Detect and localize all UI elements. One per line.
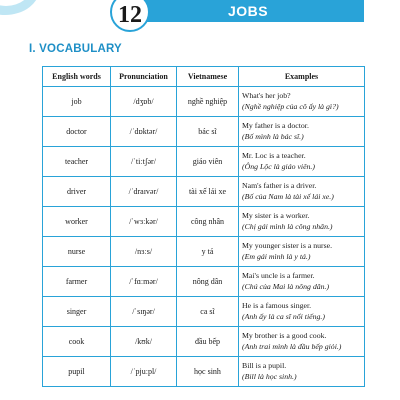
- table-row: [43, 267, 365, 297]
- cell-example: [239, 147, 365, 177]
- example-vietnamese: (Bill là học sinh.): [242, 371, 297, 381]
- example-english: My younger sister is a nurse.: [242, 241, 333, 250]
- unit-number-badge: 12: [110, 0, 150, 32]
- cell-pronunciation: /ˈdraɪvər/: [111, 177, 177, 207]
- header-examples: Examples: [239, 67, 365, 87]
- cell-english-word: teacher: [43, 147, 111, 177]
- cell-pronunciation: /ˈtiːtʃər/: [111, 147, 177, 177]
- cell-vietnamese: y tá: [177, 237, 239, 267]
- example-vietnamese: (Nghề nghiệp của cô ấy là gì?): [242, 101, 339, 111]
- cell-example: [239, 87, 365, 117]
- cell-pronunciation: /ˈsɪŋər/: [111, 297, 177, 327]
- cell-pronunciation: /ˈfɑːmər/: [111, 267, 177, 297]
- cell-vietnamese: công nhân: [177, 207, 239, 237]
- cell-english-word: pupil: [43, 357, 111, 387]
- cell-pronunciation: /ˈpjuːpl/: [111, 357, 177, 387]
- example-english: He is a famous singer.: [242, 301, 312, 310]
- table-row: [43, 207, 365, 237]
- cell-example: [239, 267, 365, 297]
- cell-example: [239, 177, 365, 207]
- cell-example: [239, 327, 365, 357]
- table-row: [43, 117, 365, 147]
- example-english: Mai's uncle is a farmer.: [242, 271, 315, 280]
- example-vietnamese: (Anh ấy là ca sĩ nổi tiếng.): [242, 311, 325, 321]
- example-english: Bill is a pupil.: [242, 361, 287, 370]
- cell-pronunciation: /nɜːs/: [111, 237, 177, 267]
- example-vietnamese: (Chú của Mai là nông dân.): [242, 281, 330, 291]
- example-english: Nam's father is a driver.: [242, 181, 317, 190]
- cell-pronunciation: /dʒɒb/: [111, 87, 177, 117]
- section-heading: I. VOCABULARY: [29, 43, 122, 55]
- table-row: [43, 147, 365, 177]
- cell-english-word: worker: [43, 207, 111, 237]
- cell-english-word: doctor: [43, 117, 111, 147]
- table-row: [43, 237, 365, 267]
- table-row: [43, 327, 365, 357]
- cell-vietnamese: tài xế lái xe: [177, 177, 239, 207]
- example-english: My brother is a good cook.: [242, 331, 327, 340]
- cell-example: [239, 297, 365, 327]
- table-header-row: [43, 67, 365, 87]
- table-body: [43, 87, 365, 387]
- example-vietnamese: (Bố của Nam là tài xế lái xe.): [242, 191, 334, 201]
- cell-example: [239, 117, 365, 147]
- table-row: [43, 297, 365, 327]
- example-vietnamese: (Chị gái mình là công nhân.): [242, 221, 333, 231]
- cell-english-word: job: [43, 87, 111, 117]
- cell-vietnamese: bác sĩ: [177, 117, 239, 147]
- example-vietnamese: (Anh trai mình là đầu bếp giỏi.): [242, 341, 342, 351]
- cell-pronunciation: /ˈdɒktər/: [111, 117, 177, 147]
- example-english: My sister is a worker.: [242, 211, 310, 220]
- cell-example: [239, 357, 365, 387]
- vocabulary-table: [42, 66, 365, 387]
- cell-english-word: nurse: [43, 237, 111, 267]
- example-english: Mr. Loc is a teacher.: [242, 151, 306, 160]
- header-english-words: English words: [43, 67, 111, 87]
- cell-example: [239, 237, 365, 267]
- cell-vietnamese: nông dân: [177, 267, 239, 297]
- cell-pronunciation: /ˈwɜːkər/: [111, 207, 177, 237]
- example-vietnamese: (Em gái mình là y tá.): [242, 251, 311, 261]
- table-row: [43, 177, 365, 207]
- cell-english-word: driver: [43, 177, 111, 207]
- unit-title: JOBS: [227, 3, 269, 19]
- header-vietnamese: Vietnamese: [177, 67, 239, 87]
- example-english: My father is a doctor.: [242, 121, 309, 130]
- header-pronunciation: Pronunciation: [111, 67, 177, 87]
- example-english: What's her job?: [242, 91, 291, 100]
- cell-example: [239, 207, 365, 237]
- example-vietnamese: (Ông Lộc là giáo viên.): [242, 161, 315, 171]
- cell-english-word: cook: [43, 327, 111, 357]
- table-row: [43, 357, 365, 387]
- cell-english-word: singer: [43, 297, 111, 327]
- cell-vietnamese: ca sĩ: [177, 297, 239, 327]
- example-vietnamese: (Bố mình là bác sĩ.): [242, 131, 304, 141]
- cell-vietnamese: học sinh: [177, 357, 239, 387]
- cell-vietnamese: đầu bếp: [177, 327, 239, 357]
- cell-english-word: farmer: [43, 267, 111, 297]
- cell-vietnamese: nghề nghiệp: [177, 87, 239, 117]
- cell-pronunciation: /kʊk/: [111, 327, 177, 357]
- table-row: [43, 87, 365, 117]
- cell-vietnamese: giáo viên: [177, 147, 239, 177]
